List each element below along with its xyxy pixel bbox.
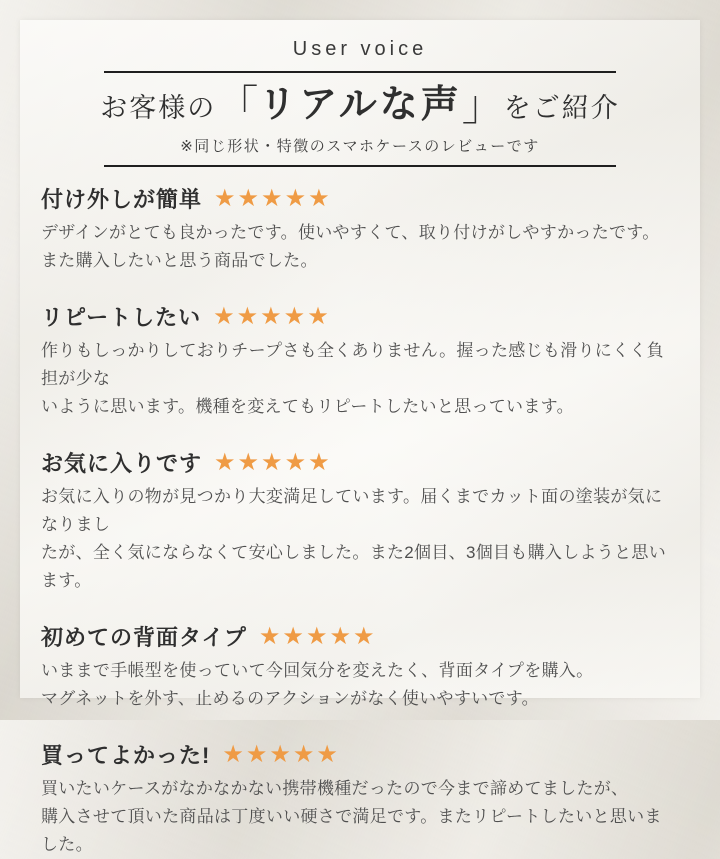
divider-bottom (104, 165, 616, 167)
review-title: 付け外しが簡単 (41, 187, 203, 212)
title-note: ※同じ形状・特徴のスマホケースのレビューです (180, 138, 540, 155)
review-body-line: デザインがとても良かったです。使いやすくて、取り付けがしやすかったです。 (41, 223, 660, 242)
review-body (41, 657, 679, 713)
review-item (41, 739, 679, 859)
reviews-list (41, 183, 679, 859)
eyebrow-title: User voice (292, 38, 428, 60)
review-title: リピートしたい (41, 305, 202, 330)
review-title: お気に入りです (41, 451, 203, 476)
review-body-line: たが、全く気にならなくて安心しました。また2個目、3個目も購入しようと思います。 (41, 543, 667, 590)
review-body (41, 775, 679, 859)
review-heading (41, 621, 679, 652)
review-body (41, 337, 679, 421)
review-item (41, 621, 679, 713)
review-title: 初めての背面タイプ (41, 625, 247, 650)
review-body-line: いように思います。機種を変えてもリピートしたいと思っています。 (41, 397, 574, 416)
divider-top (104, 71, 616, 73)
review-title: 買ってよかった! (41, 743, 211, 768)
review-body-line: マグネットを外す、止めるのアクションがなく使いやすいです。 (41, 689, 539, 708)
title-suffix: をご紹介 (503, 93, 620, 123)
review-body (41, 219, 679, 275)
review-heading (41, 301, 679, 332)
review-body-line: 買いたいケースがなかなかない携帯機種だったので今まで諦めてましたが、 (41, 779, 629, 798)
review-body-line: また購入したいと思う商品でした。 (41, 251, 318, 270)
review-body-line: 作りもしっかりしておりチープさも全くありません。握った感じも滑りにくく負担が少な (41, 341, 664, 388)
star-rating: ★★★★★ (258, 622, 377, 650)
star-rating: ★★★★★ (214, 184, 332, 212)
review-item (41, 447, 679, 595)
title-open-bracket: 「 (216, 82, 259, 129)
review-heading (41, 739, 679, 770)
review-item (41, 183, 679, 275)
review-body-line: 購入させて頂いた商品は丁度いい硬さで満足です。またリピートしたいと思いました。 (41, 807, 662, 854)
title-close-bracket: 」 (461, 82, 504, 129)
star-rating: ★★★★★ (222, 740, 340, 768)
star-rating: ★★★★★ (213, 302, 331, 330)
review-heading (41, 183, 679, 214)
star-rating: ★★★★★ (214, 448, 332, 476)
review-heading (41, 447, 679, 478)
review-body-line: いままで手帳型を使っていて今回気分を変えたく、背面タイプを購入。 (41, 661, 594, 680)
review-body-line: お気に入りの物が見つかり大変満足しています。届くまでカット面の塗装が気になりまし (41, 487, 663, 534)
review-body (41, 483, 679, 595)
title-prefix: お客様の (100, 93, 217, 123)
title-emphasis: リアルな声 (258, 84, 462, 126)
page-title (41, 81, 679, 132)
review-panel (20, 20, 700, 854)
review-item (41, 301, 679, 421)
